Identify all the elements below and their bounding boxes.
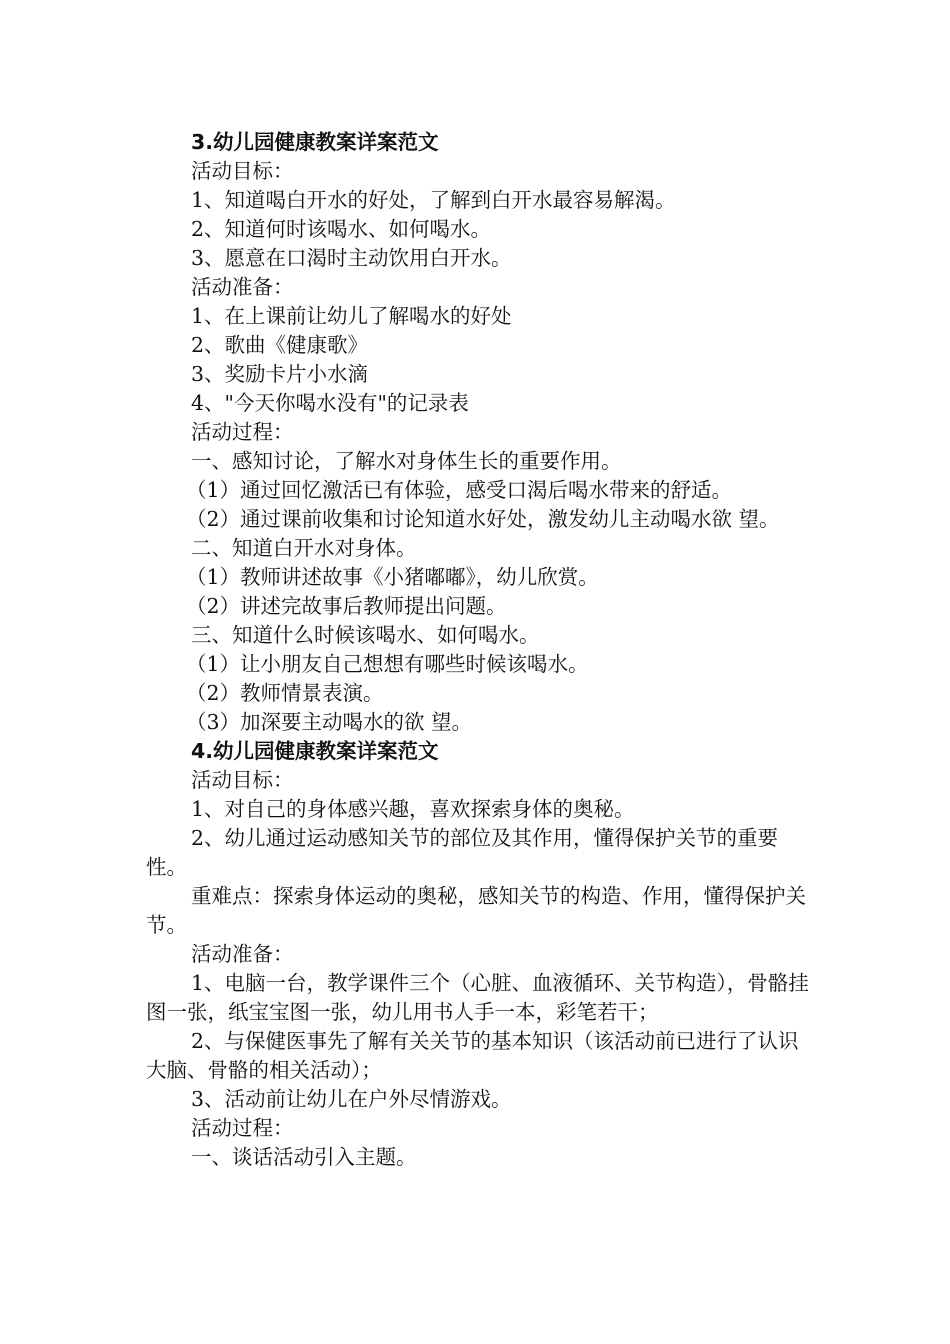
section-4-prep-2: 2、与保健医事先了解有关关节的基本知识（该活动前已进行了认识大脑、骨骼的相关活动）； — [146, 1029, 799, 1082]
section-3-step-2: 二、知道白开水对身体。 — [191, 536, 417, 560]
section-4-process-heading: 活动过程： — [191, 1116, 294, 1140]
section-3-step-1-item-2: （2）通过课前收集和讨论知道水好处，激发幼儿主动喝水欲 望。 — [186, 507, 780, 531]
section-3-goal-heading: 活动目标： — [191, 159, 294, 183]
section-3-step-3: 三、知道什么时候该喝水、如何喝水。 — [191, 623, 540, 647]
section-4-prep-1: 1、电脑一台，教学课件三个（心脏、血液循环、关节构造），骨骼挂图一张，纸宝宝图一张，幼儿用书人手一本，彩笔若干； — [146, 971, 809, 1024]
document-body — [146, 128, 816, 1172]
section-4-prep-3: 3、活动前让幼儿在户外尽情游戏。 — [191, 1087, 512, 1111]
section-4-title: 4.幼儿园健康教案详案范文 — [191, 739, 439, 763]
section-3-step-2-item-1: （1）教师讲述故事《小猪嘟嘟》，幼儿欣赏。 — [186, 565, 599, 589]
section-3-goal-1: 1、知道喝白开水的好处，了解到白开水最容易解渴。 — [191, 188, 676, 212]
section-3-prep-3: 3、奖励卡片小水滴 — [191, 362, 369, 386]
section-3-step-3-item-1: （1）让小朋友自己想想有哪些时候该喝水。 — [186, 652, 589, 676]
section-3-step-1-item-1: （1）通过回忆激活已有体验，感受口渴后喝水带来的舒适。 — [186, 478, 733, 502]
section-4-goal-1: 1、对自己的身体感兴趣，喜欢探索身体的奥秘。 — [191, 797, 635, 821]
section-3-step-3-item-3: （3）加深要主动喝水的欲 望。 — [186, 710, 473, 734]
section-4-goal-2: 2、幼儿通过运动感知关节的部位及其作用，懂得保护关节的重要性。 — [146, 826, 779, 879]
section-4-goal-heading: 活动目标： — [191, 768, 294, 792]
section-3-prep-2: 2、歌曲《健康歌》 — [191, 333, 369, 357]
section-4-key-point: 重难点：探索身体运动的奥秘，感知关节的构造、作用，懂得保护关节。 — [146, 884, 806, 937]
section-3-step-1: 一、感知讨论，了解水对身体生长的重要作用。 — [191, 449, 622, 473]
section-4-step-1: 一、谈话活动引入主题。 — [191, 1145, 417, 1169]
section-3-prep-heading: 活动准备： — [191, 275, 294, 299]
section-3-goal-2: 2、知道何时该喝水、如何喝水。 — [191, 217, 492, 241]
section-3-title: 3.幼儿园健康教案详案范文 — [191, 130, 439, 154]
section-3-goal-3: 3、愿意在口渴时主动饮用白开水。 — [191, 246, 512, 270]
section-3-step-2-item-2: （2）讲述完故事后教师提出问题。 — [186, 594, 507, 618]
section-3-process-heading: 活动过程： — [191, 420, 294, 444]
section-3-step-3-item-2: （2）教师情景表演。 — [186, 681, 384, 705]
section-3-prep-1: 1、在上课前让幼儿了解喝水的好处 — [191, 304, 512, 328]
section-4-prep-heading: 活动准备： — [191, 942, 294, 966]
section-3-prep-4: 4、"今天你喝水没有"的记录表 — [191, 391, 469, 415]
